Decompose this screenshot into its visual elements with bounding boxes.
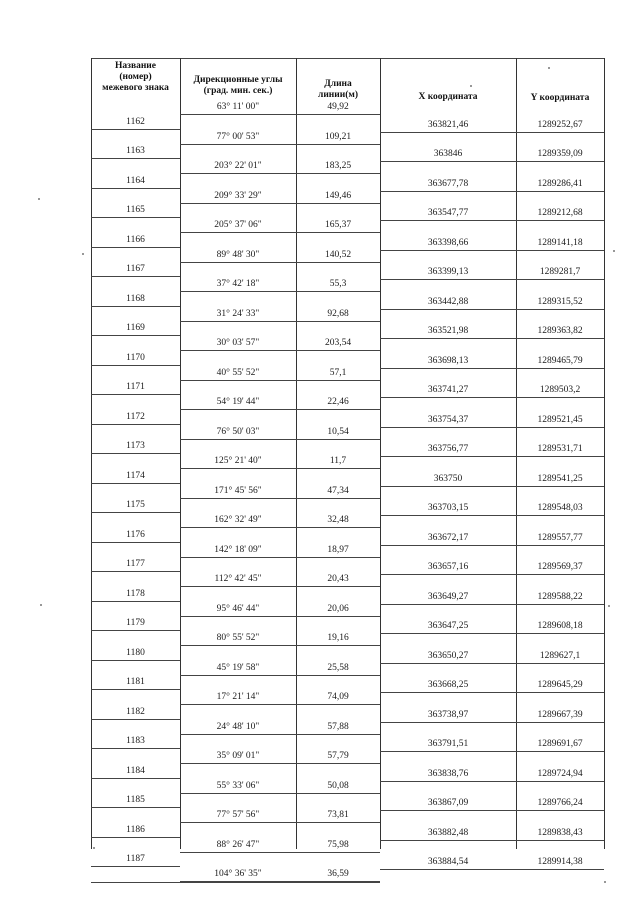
segment-angle: 95° 46' 44" xyxy=(216,603,260,614)
coordinate-row-rule xyxy=(380,604,604,605)
segment-row-rule xyxy=(180,350,380,351)
segment-angle: 205° 37' 06" xyxy=(214,220,262,230)
segment-row-rule xyxy=(180,380,380,381)
coordinate-row-rule xyxy=(380,781,604,782)
point-row-rule xyxy=(91,483,180,484)
mark-name: 1167 xyxy=(126,264,145,275)
x-coordinate: 363698,13 xyxy=(427,355,469,366)
coordinate-row-rule xyxy=(380,840,604,841)
segment-angle: 40° 55' 52" xyxy=(216,367,260,378)
segment-angle: 77° 00' 53" xyxy=(216,131,260,142)
x-coordinate: 363521,98 xyxy=(427,326,469,337)
segment-length: 25,58 xyxy=(327,662,349,673)
y-coordinate: 1289281,7 xyxy=(539,267,581,278)
segment-row-rule xyxy=(180,675,380,676)
point-row-rule xyxy=(91,660,180,661)
y-coordinate: 1289141,18 xyxy=(537,237,583,248)
point-row-rule xyxy=(91,129,180,130)
segment-row-rule xyxy=(180,262,380,263)
y-coordinate: 1289252,67 xyxy=(537,119,583,130)
segment-row-rule xyxy=(180,793,380,794)
x-coordinate: 363756,77 xyxy=(427,444,469,455)
segment-angle: 104° 36' 35" xyxy=(214,869,262,879)
segment-length: 50,08 xyxy=(327,780,349,791)
header-y-coordinate: Y координата xyxy=(530,93,590,103)
segment-angle: 76° 50' 03" xyxy=(216,426,260,437)
mark-name: 1172 xyxy=(126,411,145,422)
segment-length: 183,25 xyxy=(324,161,352,171)
segment-length: 57,1 xyxy=(329,367,347,378)
segment-length: 18,97 xyxy=(327,544,349,555)
segment-length: 36,59 xyxy=(327,869,349,879)
mark-name: 1182 xyxy=(126,706,145,717)
mark-name: 1181 xyxy=(126,677,145,688)
x-coordinate: 363442,88 xyxy=(427,296,469,307)
x-coordinate: 363547,77 xyxy=(427,208,469,219)
y-coordinate: 1289608,18 xyxy=(537,621,583,632)
scan-speck xyxy=(548,67,550,69)
segment-row-rule xyxy=(180,468,380,469)
point-row-rule xyxy=(91,335,180,336)
x-coordinate: 363750 xyxy=(433,473,463,484)
x-coordinate: 363677,78 xyxy=(427,178,469,189)
segment-row-rule xyxy=(180,527,380,528)
segment-length: 11,7 xyxy=(329,456,347,466)
segment-angle: 88° 26' 47" xyxy=(216,839,260,850)
scan-speck xyxy=(38,198,40,200)
point-row-rule xyxy=(91,217,180,218)
segment-length: 73,81 xyxy=(327,810,349,820)
segment-row-rule xyxy=(180,498,380,499)
point-row-rule xyxy=(91,276,180,277)
point-row-rule xyxy=(91,866,180,867)
x-coordinate: 363884,54 xyxy=(427,857,469,868)
y-coordinate: 1289531,71 xyxy=(537,444,583,455)
segment-row-rule xyxy=(180,409,380,410)
y-coordinate: 1289766,24 xyxy=(537,798,583,809)
y-coordinate: 1289724,94 xyxy=(537,768,583,779)
segment-angle: 37° 42' 18" xyxy=(216,279,260,289)
coordinate-row-rule xyxy=(380,250,604,251)
segment-row-rule xyxy=(180,704,380,705)
segment-row-rule xyxy=(180,557,380,558)
coordinate-row-rule xyxy=(380,722,604,723)
point-row-rule xyxy=(91,365,180,366)
coordinate-row-rule xyxy=(380,132,604,133)
segment-length: 22,46 xyxy=(327,397,349,407)
segment-row-rule xyxy=(180,734,380,735)
coordinate-row-rule xyxy=(380,810,604,811)
mark-name: 1175 xyxy=(126,500,145,511)
segment-length: 20,43 xyxy=(327,574,349,584)
segment-angle: 24° 48' 10" xyxy=(216,721,260,732)
segment-angle: 55° 33' 06" xyxy=(216,780,260,791)
y-coordinate: 1289838,43 xyxy=(537,827,583,838)
x-coordinate: 363647,25 xyxy=(427,621,469,632)
segment-length: 47,34 xyxy=(327,485,349,496)
x-coordinate: 363668,25 xyxy=(427,680,469,691)
segment-angle: 171° 45' 56" xyxy=(214,485,262,496)
y-coordinate: 1289667,39 xyxy=(537,709,583,720)
mark-name: 1163 xyxy=(126,146,145,157)
mark-name: 1184 xyxy=(126,765,145,776)
segment-angle: 63° 11' 00" xyxy=(216,102,260,112)
segment-angle: 17° 21' 14" xyxy=(216,692,260,702)
y-coordinate: 1289548,03 xyxy=(537,503,583,514)
point-row-rule xyxy=(91,719,180,720)
scan-speck xyxy=(93,847,95,849)
segment-angle: 80° 55' 52" xyxy=(216,633,260,643)
coordinate-row-rule xyxy=(380,161,604,162)
point-row-rule xyxy=(91,601,180,602)
x-coordinate: 363741,27 xyxy=(427,385,469,396)
segment-row-rule xyxy=(180,586,380,587)
header-direction-angle: Дирекционные углы (град. мин. сек.) xyxy=(193,75,283,96)
segment-length: 32,48 xyxy=(327,515,349,525)
scan-speck xyxy=(82,253,84,255)
segment-row-rule xyxy=(180,321,380,322)
segment-row-rule xyxy=(180,114,380,115)
point-row-rule xyxy=(91,571,180,572)
coordinate-row-rule xyxy=(380,456,604,457)
mark-name: 1164 xyxy=(126,175,145,186)
coordinate-row-rule xyxy=(380,368,604,369)
segment-row-rule xyxy=(180,173,380,174)
segment-angle: 45° 19' 58" xyxy=(216,662,260,673)
point-row-rule xyxy=(91,512,180,513)
mark-name: 1173 xyxy=(126,441,145,452)
y-coordinate: 1289627,1 xyxy=(539,650,581,661)
segment-angle: 77° 57' 56" xyxy=(216,810,260,820)
segment-angle: 31° 24' 33" xyxy=(216,308,260,319)
segment-angle: 89° 48' 30" xyxy=(216,249,260,260)
coordinate-row-rule xyxy=(380,427,604,428)
column-border xyxy=(604,58,605,849)
coordinate-row-rule xyxy=(380,338,604,339)
scan-speck xyxy=(40,604,42,606)
segment-row-rule xyxy=(180,144,380,145)
mark-name: 1185 xyxy=(126,795,145,806)
y-coordinate: 1289212,68 xyxy=(537,208,583,219)
point-row-rule xyxy=(91,188,180,189)
y-coordinate: 1289645,29 xyxy=(537,680,583,691)
header-line-length: Длина линии(м) xyxy=(317,79,359,100)
y-coordinate: 1289588,22 xyxy=(537,591,583,602)
x-coordinate: 363657,16 xyxy=(427,562,469,573)
mark-name: 1171 xyxy=(126,382,145,393)
segment-row-rule xyxy=(180,439,380,440)
coordinate-row-rule xyxy=(380,220,604,221)
segment-row-rule xyxy=(180,616,380,617)
y-coordinate: 1289691,67 xyxy=(537,739,583,750)
segment-length: 49,92 xyxy=(327,102,349,112)
point-row-rule xyxy=(91,630,180,631)
x-coordinate: 363791,51 xyxy=(427,739,469,750)
x-coordinate: 363882,48 xyxy=(427,827,469,838)
mark-name: 1174 xyxy=(126,470,145,481)
coordinate-row-rule xyxy=(380,633,604,634)
y-coordinate: 1289465,79 xyxy=(537,355,583,366)
segment-length: 92,68 xyxy=(327,308,349,319)
coordinate-row-rule xyxy=(380,309,604,310)
y-coordinate: 1289363,82 xyxy=(537,326,583,337)
segment-row-rule xyxy=(180,232,380,233)
coordinate-row-rule xyxy=(380,663,604,664)
coordinate-row-rule xyxy=(380,397,604,398)
scan-speck xyxy=(608,605,610,607)
mark-name: 1165 xyxy=(126,205,145,216)
table-bottom-rule xyxy=(91,882,380,883)
x-coordinate: 363821,46 xyxy=(427,119,469,130)
point-row-rule xyxy=(91,247,180,248)
segment-row-rule xyxy=(180,645,380,646)
coordinate-row-rule xyxy=(380,486,604,487)
segment-angle: 35° 09' 01" xyxy=(216,751,260,761)
segment-row-rule xyxy=(180,852,380,853)
y-coordinate: 1289541,25 xyxy=(537,473,583,484)
coordinate-row-rule xyxy=(380,869,604,870)
y-coordinate: 1289914,38 xyxy=(537,857,583,868)
mark-name: 1180 xyxy=(126,647,145,658)
y-coordinate: 1289286,41 xyxy=(537,178,583,189)
segment-length: 75,98 xyxy=(327,839,349,850)
segment-length: 74,09 xyxy=(327,692,349,702)
mark-name: 1177 xyxy=(126,559,145,570)
segment-angle: 54° 19' 44" xyxy=(216,397,260,407)
segment-length: 140,52 xyxy=(324,249,352,260)
y-coordinate: 1289359,09 xyxy=(537,149,583,160)
y-coordinate: 1289569,37 xyxy=(537,562,583,573)
mark-name: 1186 xyxy=(126,824,145,835)
coordinate-row-rule xyxy=(380,515,604,516)
x-coordinate: 363867,09 xyxy=(427,798,469,809)
x-coordinate: 363398,66 xyxy=(427,237,469,248)
mark-name: 1183 xyxy=(126,736,145,747)
y-coordinate: 1289503,2 xyxy=(539,385,581,396)
segment-length: 10,54 xyxy=(327,426,349,437)
segment-angle: 209° 33' 29" xyxy=(214,190,262,201)
x-coordinate: 363672,17 xyxy=(427,532,469,543)
scan-speck xyxy=(613,250,615,252)
header-x-coordinate: X координата xyxy=(418,92,478,102)
mark-name: 1168 xyxy=(126,293,145,304)
segment-length: 57,79 xyxy=(327,751,349,761)
segment-length: 165,37 xyxy=(324,220,352,230)
point-row-rule xyxy=(91,158,180,159)
segment-angle: 142° 18' 09" xyxy=(214,544,262,555)
coordinate-row-rule xyxy=(380,279,604,280)
mark-name: 1187 xyxy=(126,854,145,865)
coordinate-row-rule xyxy=(380,574,604,575)
x-coordinate: 363846 xyxy=(433,149,463,160)
y-coordinate: 1289557,77 xyxy=(537,532,583,543)
x-coordinate: 363650,27 xyxy=(427,650,469,661)
segment-length: 149,46 xyxy=(324,190,352,201)
mark-name: 1170 xyxy=(126,352,145,363)
segment-length: 57,88 xyxy=(327,721,349,732)
segment-row-rule xyxy=(180,291,380,292)
point-row-rule xyxy=(91,748,180,749)
x-coordinate: 363649,27 xyxy=(427,591,469,602)
point-row-rule xyxy=(91,424,180,425)
table-top-border xyxy=(91,58,604,59)
mark-name: 1178 xyxy=(126,588,145,599)
segment-angle: 30° 03' 57" xyxy=(216,338,260,348)
segment-angle: 203° 22' 01" xyxy=(214,161,262,171)
header-mark-name: Название (номер) межевого знака xyxy=(102,61,169,93)
segment-angle: 125° 21' 40" xyxy=(214,456,262,466)
x-coordinate: 363754,37 xyxy=(427,414,469,425)
y-coordinate: 1289521,45 xyxy=(537,414,583,425)
coordinate-row-rule xyxy=(380,692,604,693)
point-row-rule xyxy=(91,453,180,454)
scan-speck xyxy=(470,85,472,87)
point-row-rule xyxy=(91,689,180,690)
coordinate-row-rule xyxy=(380,191,604,192)
coordinate-row-rule xyxy=(380,545,604,546)
segment-length: 20,06 xyxy=(327,603,349,614)
mark-name: 1179 xyxy=(126,618,145,629)
point-row-rule xyxy=(91,394,180,395)
point-row-rule xyxy=(91,542,180,543)
mark-name: 1169 xyxy=(126,323,145,334)
point-row-rule xyxy=(91,778,180,779)
mark-name: 1176 xyxy=(126,529,145,540)
x-coordinate: 363703,15 xyxy=(427,503,469,514)
segment-length: 109,21 xyxy=(324,131,352,142)
y-coordinate: 1289315,52 xyxy=(537,296,583,307)
segment-angle: 162° 32' 49" xyxy=(214,515,262,525)
segment-row-rule xyxy=(180,203,380,204)
segment-length: 55,3 xyxy=(329,279,347,289)
point-row-rule xyxy=(91,306,180,307)
mark-name: 1162 xyxy=(126,116,145,127)
segment-angle: 112° 42' 45" xyxy=(214,574,262,584)
x-coordinate: 363738,97 xyxy=(427,709,469,720)
segment-row-rule xyxy=(180,763,380,764)
mark-name: 1166 xyxy=(126,234,145,245)
coordinate-row-rule xyxy=(380,751,604,752)
segment-length: 19,16 xyxy=(327,633,349,643)
point-row-rule xyxy=(91,837,180,838)
scan-speck xyxy=(604,881,606,883)
point-row-rule xyxy=(91,807,180,808)
x-coordinate: 363399,13 xyxy=(427,267,469,278)
x-coordinate: 363838,76 xyxy=(427,768,469,779)
segment-row-rule xyxy=(180,822,380,823)
segment-length: 203,54 xyxy=(324,338,352,348)
